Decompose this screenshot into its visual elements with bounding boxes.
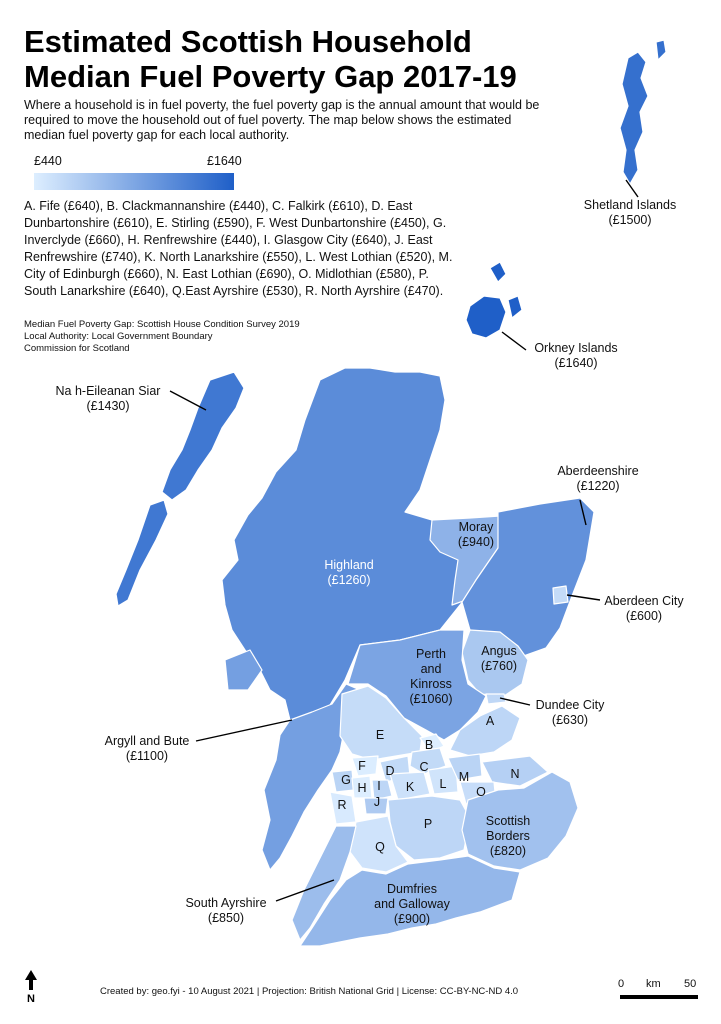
letter-E: E <box>375 728 385 742</box>
region-eilean-south[interactable] <box>116 500 168 606</box>
label-angus-value: (£760) <box>480 659 518 673</box>
region-orkney[interactable] <box>466 296 506 338</box>
letter-A: A <box>485 714 495 728</box>
scale-bar <box>616 978 706 1004</box>
letter-C: C <box>419 760 429 774</box>
region-eilean[interactable] <box>162 372 244 500</box>
legend-min-label: £440 <box>34 154 62 168</box>
label-argyll-value: (£1100) <box>125 749 169 763</box>
label-aberdeen-name: Aberdeen City <box>604 594 684 608</box>
label-borders-value: (£820) <box>489 844 527 858</box>
map-title: Estimated Scottish Household Median Fuel Poverty Gap 2017-19 <box>24 24 517 94</box>
letter-D: D <box>385 764 395 778</box>
label-shetland-value: (£1500) <box>608 213 652 227</box>
label-southayrshire-name: South Ayrshire <box>185 896 267 910</box>
data-sources <box>24 319 344 355</box>
label-borders-name1: Scottish <box>485 814 531 828</box>
letter-M: M <box>458 770 470 784</box>
letter-I: I <box>377 779 381 793</box>
label-aberdeen-value: (£600) <box>625 609 663 623</box>
north-arrow-icon <box>20 968 42 1004</box>
legend-max-label: £1640 <box>207 154 242 168</box>
scale-bar-line <box>620 995 698 999</box>
credits-footer: Created by: geo.fyi - 10 August 2021 | Projection: British National Grid | License: CC-BY-NC-ND 4.0 <box>100 986 519 997</box>
label-argyll-name: Argyll and Bute <box>104 734 190 748</box>
authority-key-list: A. Fife (£640), B. Clackmannanshire (£440), C. Falkirk (£610), D. East Dunbartonshire (£610), E. Stirling (£590), F. West Dunbartonshire (£450), G. Inverclyde (£660), H. Renfrewshire (£440), I. Glasgow City (£640), J. East Renfrewshire (£740), K. North Lanarkshire (£550), L. West Lothian (£520), M. City of Edinburgh (£660), N. East Lothian (£690), O. Midlothian (£580), P. South Lanarkshire (£640), Q.East Ayrshire (£530), R. North Ayrshire (£470). <box>24 199 453 298</box>
label-dundee-name: Dundee City <box>535 698 605 712</box>
label-perth-name2: and <box>420 662 442 676</box>
scale-unit: km <box>646 978 661 990</box>
source-line-1: Median Fuel Poverty Gap: Scottish House Condition Survey 2019 <box>24 319 300 330</box>
label-perth-name3: Kinross <box>410 677 452 691</box>
label-eilean-name: Na h-Eileanan Siar <box>55 384 161 398</box>
label-highland-value: (£1260) <box>327 573 371 587</box>
label-orkney-name: Orkney Islands <box>534 341 618 355</box>
region-aberdeen[interactable] <box>553 586 568 604</box>
label-moray-value: (£940) <box>457 535 495 549</box>
letter-O: O <box>476 785 486 799</box>
letter-J: J <box>373 795 381 809</box>
label-dumfries-name2: and Galloway <box>374 897 450 911</box>
label-highland-name: Highland <box>324 558 374 572</box>
label-shetland-name: Shetland Islands <box>583 198 677 212</box>
label-dundee-value: (£630) <box>551 713 589 727</box>
label-dumfries-name1: Dumfries <box>386 882 438 896</box>
letter-G: G <box>341 773 351 787</box>
label-southayrshire-value: (£850) <box>207 911 245 925</box>
letter-K: K <box>405 780 415 794</box>
north-label: N <box>27 993 35 1004</box>
letter-F: F <box>358 759 366 773</box>
label-perth-value: (£1060) <box>409 692 453 706</box>
region-shetland-north[interactable] <box>656 40 666 60</box>
letter-P: P <box>423 817 433 831</box>
label-moray-name: Moray <box>458 520 494 534</box>
legend-color-ramp <box>34 173 234 190</box>
letter-N: N <box>510 767 520 781</box>
letter-R: R <box>337 798 347 812</box>
region-orkney-north[interactable] <box>490 262 506 282</box>
label-aberdeenshire-value: (£1220) <box>576 479 620 493</box>
map-description: Where a household is in fuel poverty, the fuel poverty gap is the annual amount that would be required to move the household out of fuel poverty. The map below shows the estimated median fuel poverty gap for each local authority. <box>24 98 540 142</box>
label-borders-name2: Borders <box>486 829 530 843</box>
label-aberdeenshire-name: Aberdeenshire <box>557 464 639 478</box>
label-angus-name: Angus <box>481 644 517 658</box>
scale-zero: 0 <box>618 978 625 990</box>
scale-max: 50 <box>684 978 697 990</box>
letter-H: H <box>357 781 367 795</box>
region-shetland[interactable] <box>620 52 648 184</box>
letter-B: B <box>424 738 434 752</box>
label-perth-name1: Perth <box>416 647 446 661</box>
label-dumfries-value: (£900) <box>393 912 431 926</box>
letter-Q: Q <box>375 840 385 854</box>
label-orkney-value: (£1640) <box>554 356 598 370</box>
letter-L: L <box>439 777 447 791</box>
source-line-2: Local Authority: Local Government Boundary <box>24 331 213 342</box>
label-eilean-value: (£1430) <box>86 399 130 413</box>
region-orkney-east[interactable] <box>508 296 522 318</box>
source-line-3: Commission for Scotland <box>24 343 130 354</box>
